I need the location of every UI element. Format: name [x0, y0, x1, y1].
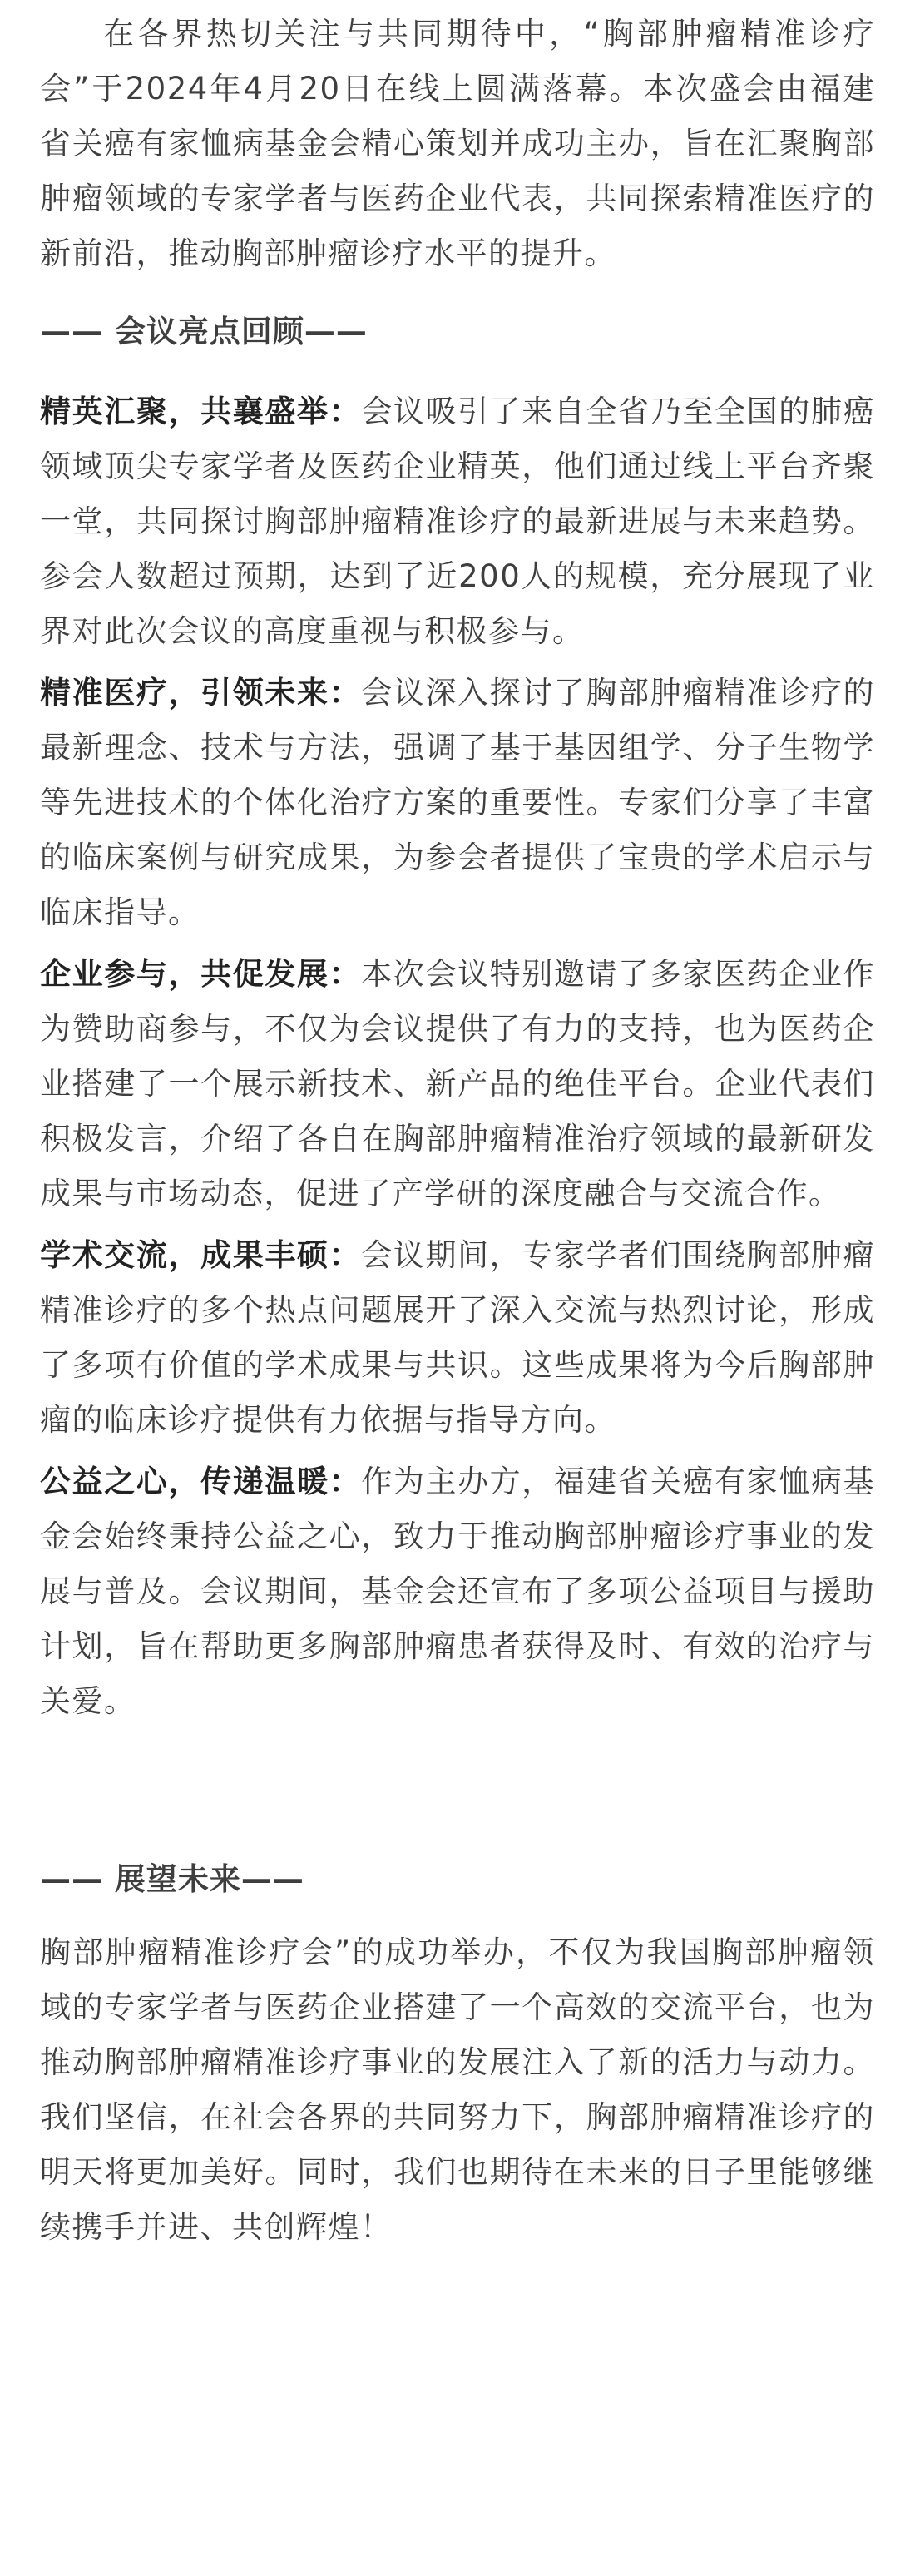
- intro-paragraph: 在各界热切关注与共同期待中，“胸部肿瘤精准诊疗会”于2024年4月20日在线上圆满落幕。本次盛会由福建省关癌有家恤病基金会精心策划并成功主办，旨在汇聚胸部肿瘤领域的专家学者与医药企业代表，共同探索精准医疗的新前沿，推动胸部肿瘤诊疗水平的提升。: [40, 16, 875, 271]
- spacer: [40, 359, 875, 384]
- highlight-body: 本次会议特别邀请了多家医药企业作为赞助商参与，不仅为会议提供了有力的支持，也为医药企业搭建了一个展示新技术、新产品的绝佳平台。企业代表们积极发言，介绍了各自在胸部肿瘤精准治疗领域的最新研发成果与市场动态，促进了产学研的深度融合与交流合作。: [40, 956, 876, 1211]
- highlight-item: [40, 384, 875, 659]
- section-heading-outlook: —— 展望未来——: [40, 1861, 304, 1897]
- section-heading-highlights: —— 会议亮点回顾——: [40, 314, 368, 349]
- highlight-body: 会议吸引了来自全省乃至全国的肺癌领域顶尖专家学者及医药企业精英，他们通过线上平台齐聚一堂，共同探讨胸部肿瘤精准诊疗的最新进展与未来趋势。参会人数超过预期，达到了近200人的规模，充分展现了业界对此次会议的高度重视与积极参与。: [40, 394, 876, 649]
- highlight-item: [40, 947, 875, 1221]
- outlook-paragraph: 胸部肿瘤精准诊疗会”的成功举办，不仅为我国胸部肿瘤领域的专家学者与医药企业搭建了一个高效的交流平台，也为推动胸部肿瘤精准诊疗事业的发展注入了新的活力与动力。我们坚信，在社会各界的共同努力下，胸部肿瘤精准诊疗的明天将更加美好。同时，我们也期待在未来的日子里能够继续携手并进、共创辉煌！: [40, 1934, 875, 2245]
- highlight-title: 公益之心，传递温暖：: [40, 1464, 362, 1499]
- highlight-item: [40, 666, 875, 940]
- highlight-item: [40, 1454, 875, 1729]
- highlight-item: [40, 1228, 875, 1448]
- highlight-body: 会议期间，专家学者们围绕胸部肿瘤精准诊疗的多个热点问题展开了深入交流与热烈讨论，形成了多项有价值的学术成果与共识。这些成果将为今后胸部肿瘤的临床诊疗提供有力依据与指导方向。: [40, 1237, 876, 1438]
- highlight-title: 精准医疗，引领未来：: [40, 675, 362, 711]
- highlight-body: 会议深入探讨了胸部肿瘤精准诊疗的最新理念、技术与方法，强调了基于基因组学、分子生物学等先进技术的个体化治疗方案的重要性。专家们分享了丰富的临床案例与研究成果，为参会者提供了宝贵的学术启示与临床指导。: [40, 675, 876, 930]
- highlight-title: 企业参与，共促发展：: [40, 956, 362, 992]
- highlight-body: 作为主办方，福建省关癌有家恤病基金会始终秉持公益之心，致力于推动胸部肿瘤诊疗事业的发展与普及。会议期间，基金会还宣布了多项公益项目与援助计划，旨在帮助更多胸部肿瘤患者获得及时、有效的治疗与关爱。: [40, 1464, 876, 1719]
- highlight-title: 精英汇聚，共襄盛举：: [40, 394, 362, 429]
- highlight-title: 学术交流，成果丰硕：: [40, 1237, 362, 1273]
